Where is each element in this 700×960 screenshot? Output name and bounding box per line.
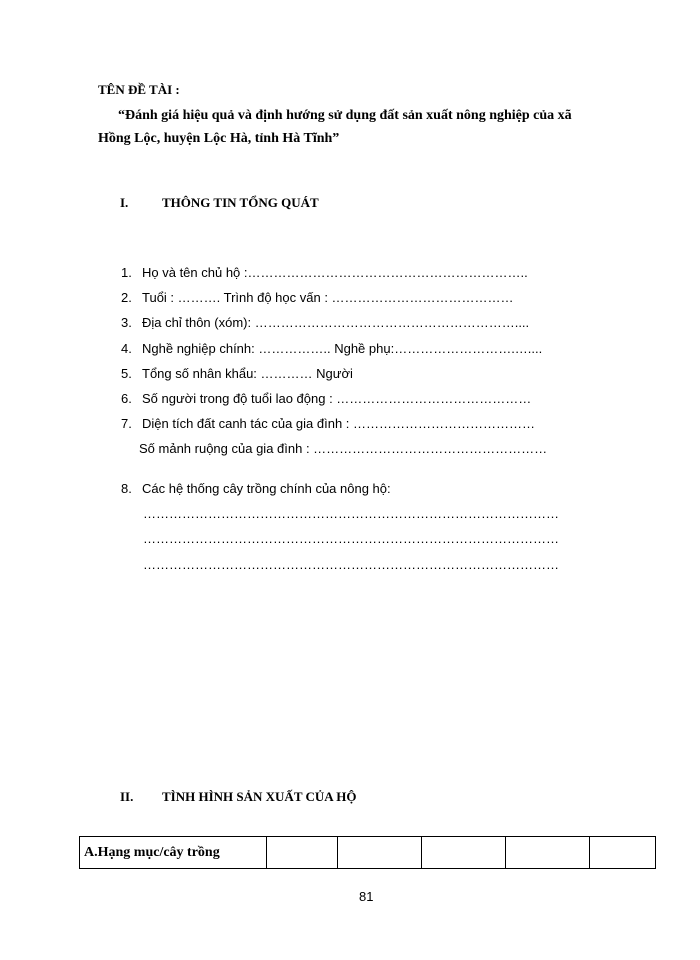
item-labor-age: Số người trong độ tuổi lao động : ……………………………………… xyxy=(142,391,532,406)
table-cell xyxy=(590,837,656,869)
item-number: 3. xyxy=(121,315,132,330)
item-number: 8. xyxy=(121,481,132,496)
topic-title-line2: Hồng Lộc, huyện Lộc Hà, tỉnh Hà Tĩnh” xyxy=(98,131,340,146)
table-cell xyxy=(267,837,338,869)
section2-number: II. xyxy=(120,789,134,804)
section1-number: I. xyxy=(120,195,129,210)
production-table xyxy=(79,836,656,869)
page-number: 81 xyxy=(359,889,374,904)
topic-title-line1: “Đánh giá hiệu quả và định hướng sử dụng đất sản xuất nông nghiệp của xã xyxy=(118,108,572,123)
section1-title: THÔNG TIN TỔNG QUÁT xyxy=(162,195,319,210)
item-number: 4. xyxy=(121,341,132,356)
table-row xyxy=(80,837,656,869)
item-number: 2. xyxy=(121,290,132,305)
table-cell xyxy=(422,837,506,869)
item-household-size: Tổng số nhân khẩu: ………… Người xyxy=(142,366,353,381)
item-address: Địa chỉ thôn (xóm): …………………………………………………….... xyxy=(142,315,530,330)
table-header-cell: A.Hạng mục/cây trồng xyxy=(80,837,267,869)
item-plot-count: Số mảnh ruộng của gia đình : ……………………………………………… xyxy=(139,441,548,456)
item-name: Họ và tên chủ hộ :……………………………………………………….. xyxy=(142,265,528,280)
item-farm-area: Diện tích đất canh tác của gia đình : …………………………………… xyxy=(142,416,536,431)
table-cell xyxy=(338,837,422,869)
item-number: 6. xyxy=(121,391,132,406)
blank-line: …………………………………………………………………………………… xyxy=(143,506,559,521)
section2-title: TÌNH HÌNH SẢN XUẤT CỦA HỘ xyxy=(162,789,357,804)
item-number: 7. xyxy=(121,416,132,431)
item-crop-systems: Các hệ thống cây trồng chính của nông hộ: xyxy=(142,481,391,496)
item-number: 1. xyxy=(121,265,132,280)
item-occupation: Nghề nghiệp chính: …………….. Nghề phụ:……………………….….... xyxy=(142,341,543,356)
blank-line: …………………………………………………………………………………… xyxy=(143,531,559,546)
topic-label: TÊN ĐỀ TÀI : xyxy=(98,82,180,97)
blank-line: …………………………………………………………………………………… xyxy=(143,557,559,572)
table-cell xyxy=(506,837,590,869)
item-age-education: Tuổi : ………. Trình độ học vấn : …………………………………… xyxy=(142,290,514,305)
item-number: 5. xyxy=(121,366,132,381)
